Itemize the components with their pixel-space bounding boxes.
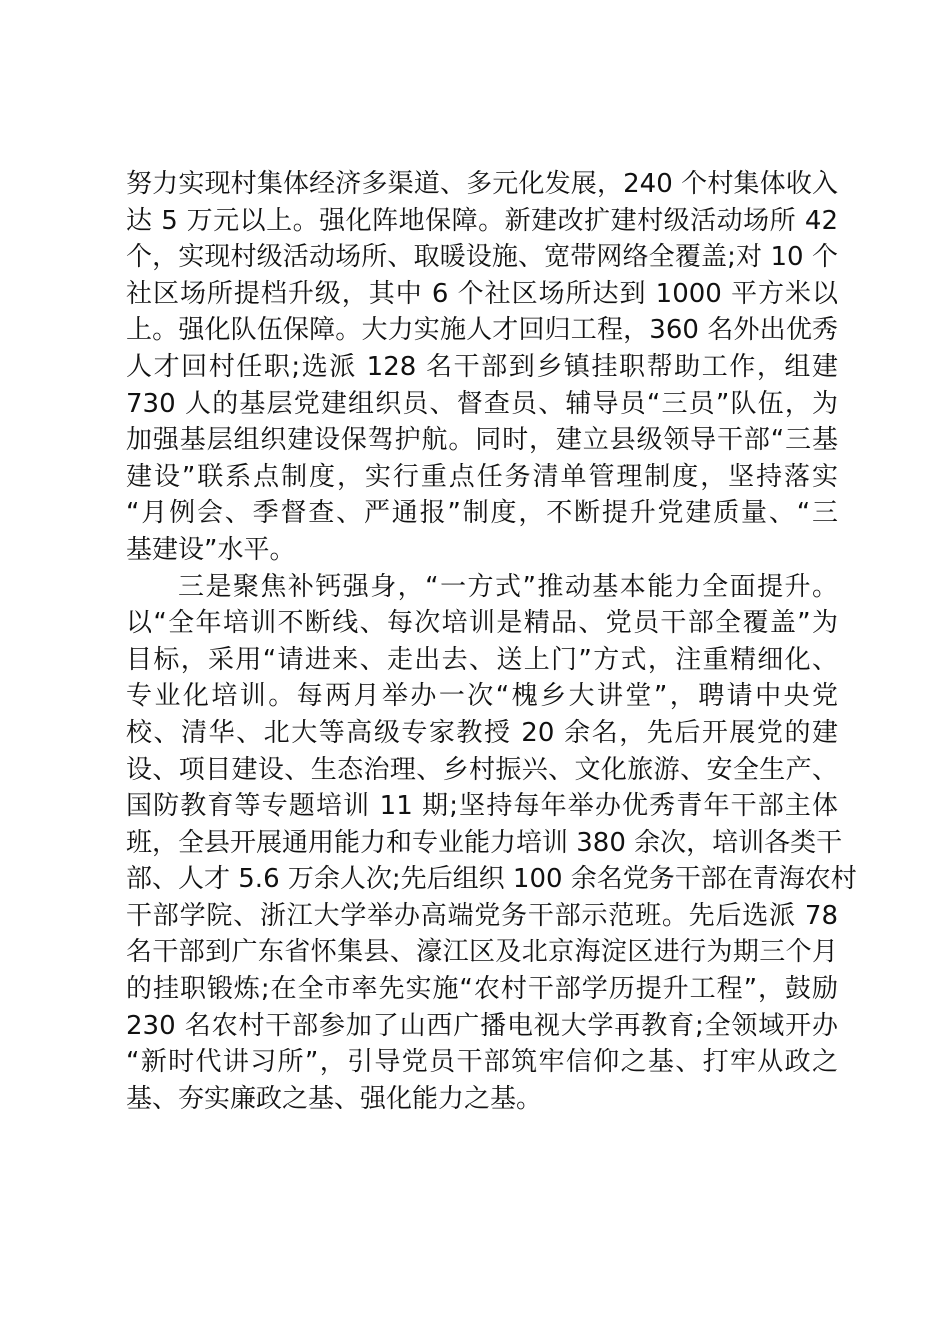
text-line: 人才回村任职;选派 128 名干部到乡镇挂职帮助工作，组建 <box>126 351 838 382</box>
text-line: 建设”联系点制度，实行重点任务清单管理制度，坚持落实 <box>126 461 838 492</box>
text-line: “新时代讲习所”，引导党员干部筑牢信仰之基、打牢从政之 <box>126 1047 838 1078</box>
text-line: 达 5 万元以上。强化阵地保障。新建改扩建村级活动场所 42 <box>126 205 838 236</box>
text-line: 国防教育等专题培训 11 期;坚持每年举办优秀青年干部主体 <box>126 791 838 822</box>
paragraph-1 <box>126 166 838 569</box>
text-line: 校、清华、北大等高级专家教授 20 余名，先后开展党的建 <box>126 717 838 748</box>
text-line: 专业化培训。每两月举办一次“槐乡大讲堂”，聘请中央党 <box>126 681 838 712</box>
text-line: 230 名农村干部参加了山西广播电视大学再教育;全领域开办 <box>126 1010 838 1041</box>
text-line: 社区场所提档升级，其中 6 个社区场所达到 1000 平方米以 <box>126 278 838 309</box>
text-line: 努力实现村集体经济多渠道、多元化发展，240 个村集体收入 <box>126 169 838 199</box>
text-line: 设、项目建设、生态治理、乡村振兴、文化旅游、安全生产、 <box>126 754 838 785</box>
document-page <box>126 166 857 1117</box>
text-line: 加强基层组织建设保驾护航。同时，建立县级领导干部“三基 <box>126 425 838 456</box>
text-line: 以“全年培训不断线、每次培训是精品、党员干部全覆盖”为 <box>126 608 838 639</box>
text-line: 班，全县开展通用能力和专业能力培训 380 余次，培训各类干 <box>126 827 843 858</box>
text-line: 干部学院、浙江大学举办高端党务干部示范班。先后选派 78 <box>126 900 838 931</box>
text-line: 基、夯实廉政之基、强化能力之基。 <box>126 1083 543 1114</box>
text-line: 个，实现村级活动场所、取暖设施、宽带网络全覆盖;对 10 个 <box>126 242 838 273</box>
text-line: 上。强化队伍保障。大力实施人才回归工程，360 名外出优秀 <box>126 315 838 346</box>
text-line: 730 人的基层党建组织员、督查员、辅导员“三员”队伍，为 <box>126 388 838 419</box>
text-line: 目标，采用“请进来、走出去、送上门”方式，注重精细化、 <box>126 644 838 675</box>
text-line-indented: 三是聚焦补钙强身，“一方式”推动基本能力全面提升。 <box>178 571 838 602</box>
text-line: 基建设”水平。 <box>126 534 296 565</box>
text-line: 的挂职锻炼;在全市率先实施“农村干部学历提升工程”，鼓励 <box>126 974 838 1005</box>
text-line: 名干部到广东省怀集县、濠江区及北京海淀区进行为期三个月 <box>126 937 838 968</box>
text-line: “月例会、季督查、严通报”制度，不断提升党建质量、“三 <box>126 498 838 529</box>
paragraph-2 <box>126 569 857 1118</box>
text-line: 部、人才 5.6 万余人次;先后组织 100 余名党务干部在青海农村 <box>126 864 857 895</box>
